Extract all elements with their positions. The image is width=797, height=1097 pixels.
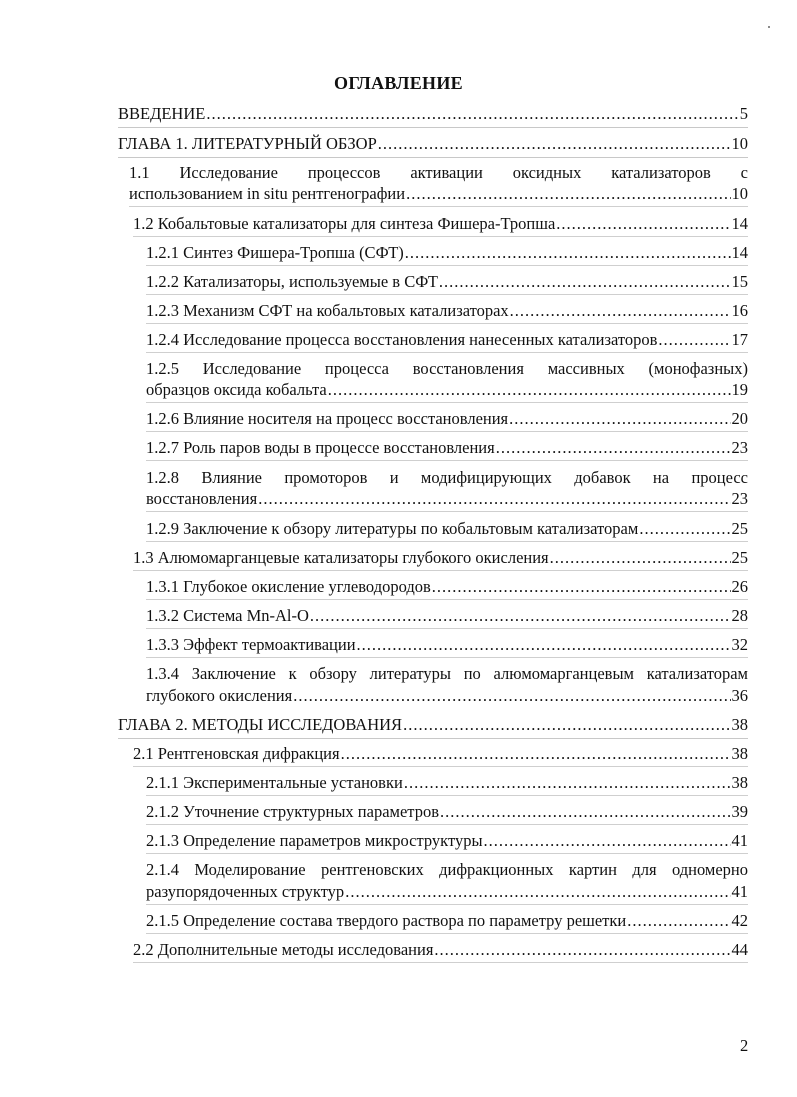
toc-entry-title: 2.1.3 Определение параметров микроструктуры	[146, 831, 483, 850]
dot-leader	[510, 301, 731, 320]
toc-entry-1-1[interactable]	[129, 184, 748, 203]
toc-entry-page: 26	[731, 577, 748, 596]
entry-divider	[146, 294, 748, 295]
toc-entry-1-2-9[interactable]	[146, 519, 748, 538]
toc-entry-1-3-2[interactable]	[146, 606, 748, 625]
entry-divider	[146, 265, 748, 266]
toc-entry-title: восстановления	[146, 489, 258, 508]
toc-entry-page: 28	[731, 606, 748, 625]
toc-entry-title: 2.2 Дополнительные методы исследования	[133, 940, 434, 959]
toc-entry-1-3-1[interactable]	[146, 577, 748, 596]
toc-entry-page: 5	[739, 104, 748, 123]
toc-entry-title: 1.2.6 Влияние носителя на процесс восстановления	[146, 409, 509, 428]
toc-entry-title: 2.1.2 Уточнение структурных параметров	[146, 802, 439, 821]
toc-entry-page: 44	[731, 940, 748, 959]
toc-entry-page: 23	[731, 489, 748, 508]
toc-heading: ОГЛАВЛЕНИЕ	[334, 73, 463, 93]
toc-entry-page: 32	[731, 635, 748, 654]
dot-leader	[658, 330, 730, 349]
toc-entry-1-2[interactable]	[133, 214, 748, 233]
toc-entry-page: 23	[731, 438, 748, 457]
entry-divider	[133, 570, 748, 571]
toc-entry-title: 1.2.3 Механизм СФТ на кобальтовых катализаторах	[146, 301, 509, 320]
toc-entry-page: 25	[731, 519, 748, 538]
entry-divider	[146, 904, 748, 905]
toc-entry-1-2-4[interactable]	[146, 330, 748, 349]
toc-entry-2-1-1[interactable]	[146, 773, 748, 792]
toc-entry-title: образцов оксида кобальта	[146, 380, 327, 399]
entry-divider	[146, 824, 748, 825]
dot-leader	[341, 744, 731, 763]
toc-entry-2-1-5[interactable]	[146, 911, 748, 930]
toc-entry-title: 2.1 Рентгеновская дифракция	[133, 744, 340, 763]
dot-leader	[405, 243, 731, 262]
entry-divider	[146, 352, 748, 353]
page-number: 2	[740, 1036, 749, 1055]
toc-entry-title: 1.2.9 Заключение к обзору литературы по кобальтовым катализаторам	[146, 519, 639, 538]
entry-divider	[146, 657, 748, 658]
toc-entry-title: 1.2 Кобальтовые катализаторы для синтеза Фишера-Тропша	[133, 214, 556, 233]
entry-divider	[146, 933, 748, 934]
toc-entry-title: использованием in situ рентгенографии	[129, 184, 406, 203]
toc-entry-2-1-3[interactable]	[146, 831, 748, 850]
entry-divider	[146, 795, 748, 796]
entry-divider	[133, 766, 748, 767]
toc-entry-page: 17	[731, 330, 748, 349]
toc-entry-title: 1.2.2 Катализаторы, используемые в СФТ	[146, 272, 438, 291]
toc-entry-title: ВВЕДЕНИЕ	[118, 104, 206, 123]
dot-leader	[293, 686, 730, 705]
dot-leader	[509, 409, 730, 428]
toc-entry-page: 10	[731, 184, 748, 203]
entry-divider	[146, 323, 748, 324]
dot-leader	[434, 940, 730, 959]
entry-divider	[146, 402, 748, 403]
toc-entry-title: 1.3.3 Эффект термоактивации	[146, 635, 356, 654]
dot-leader	[328, 380, 731, 399]
toc-entry-page: 38	[731, 773, 748, 792]
dot-leader	[496, 438, 731, 457]
dot-leader	[378, 134, 731, 153]
toc-entry-title: ГЛАВА 2. МЕТОДЫ ИССЛЕДОВАНИЯ	[118, 715, 403, 734]
dot-leader	[439, 272, 731, 291]
dot-leader	[406, 184, 730, 203]
toc-entry-page: 41	[731, 831, 748, 850]
toc-entry-1-1-line1: 1.1 Исследование процессов активации оксидных катализаторов с	[129, 163, 748, 182]
entry-divider	[146, 628, 748, 629]
toc-entry-2-1-4-line1: 2.1.4 Моделирование рентгеновских дифракционных картин для одномерно	[146, 860, 748, 879]
dot-leader	[484, 831, 731, 850]
toc-entry-title: ГЛАВА 1. ЛИТЕРАТУРНЫЙ ОБЗОР	[118, 134, 377, 153]
toc-entry-page: 15	[731, 272, 748, 291]
toc-entry-1-2-6[interactable]	[146, 409, 748, 428]
entry-divider	[146, 541, 748, 542]
toc-entry-page: 38	[731, 744, 748, 763]
toc-entry-page: 14	[731, 214, 748, 233]
entry-divider	[146, 511, 748, 512]
entry-divider	[146, 853, 748, 854]
toc-entry-title: глубокого окисления	[146, 686, 293, 705]
toc-entry-chapter-1[interactable]	[118, 134, 748, 158]
toc-entry-title: 2.1.5 Определение состава твердого раствора по параметру решетки	[146, 911, 627, 930]
entry-divider	[133, 236, 748, 237]
dot-leader	[432, 577, 731, 596]
toc-entry-1-2-3[interactable]	[146, 301, 748, 320]
dot-leader	[627, 911, 730, 930]
dot-leader	[440, 802, 731, 821]
toc-entry-1-3-4[interactable]	[146, 686, 748, 705]
dot-leader	[357, 635, 731, 654]
toc-entry-1-2-5[interactable]	[146, 380, 748, 399]
toc-entry-page: 19	[731, 380, 748, 399]
toc-entry-page: 10	[731, 134, 748, 153]
entry-divider	[133, 962, 748, 963]
toc-entry-page: 14	[731, 243, 748, 262]
dot-leader	[550, 548, 731, 567]
dot-leader	[639, 519, 730, 538]
dot-leader	[310, 606, 731, 625]
toc-entry-title: 1.2.7 Роль паров воды в процессе восстановления	[146, 438, 495, 457]
toc-entry-1-3-4-line1: 1.3.4 Заключение к обзору литературы по алюмомарганцевым катализаторам	[146, 664, 748, 683]
toc-entry-page: 36	[731, 686, 748, 705]
entry-divider	[146, 431, 748, 432]
dot-leader	[404, 773, 731, 792]
dot-leader	[206, 104, 738, 123]
dot-leader	[258, 489, 730, 508]
toc-entry-title: 1.2.1 Синтез Фишера-Тропша (СФТ)	[146, 243, 404, 262]
toc-entry-title: 2.1.1 Экспериментальные установки	[146, 773, 403, 792]
toc-entry-page: 20	[731, 409, 748, 428]
toc-entry-1-2-1[interactable]	[146, 243, 748, 262]
toc-entry-1-2-7[interactable]	[146, 438, 748, 457]
toc-entry-title: 1.2.4 Исследование процесса восстановления нанесенных катализаторов	[146, 330, 658, 349]
entry-divider	[129, 206, 748, 207]
entry-divider	[146, 460, 748, 461]
toc-entry-intro[interactable]	[118, 104, 748, 128]
toc-entry-1-2-8[interactable]	[146, 489, 748, 508]
toc-entry-page: 42	[731, 911, 748, 930]
toc-entry-title: разупорядоченных структур	[146, 882, 345, 901]
toc-entry-1-2-5-line1: 1.2.5 Исследование процесса восстановления массивных (монофазных)	[146, 359, 748, 378]
toc-entry-page: 25	[731, 548, 748, 567]
toc-entry-page: 16	[731, 301, 748, 320]
entry-divider	[146, 599, 748, 600]
toc-entry-1-2-2[interactable]	[146, 272, 748, 291]
toc-entry-1-2-8-line1: 1.2.8 Влияние промоторов и модифицирующих добавок на процесс	[146, 468, 748, 487]
dot-leader	[556, 214, 730, 233]
toc-entry-title: 1.3.1 Глубокое окисление углеводородов	[146, 577, 431, 596]
toc-entry-2-2[interactable]	[133, 940, 748, 959]
toc-entry-2-1-4[interactable]	[146, 882, 748, 901]
toc-entry-page: 39	[731, 802, 748, 821]
toc-entry-2-1-2[interactable]	[146, 802, 748, 821]
dot-leader	[345, 882, 730, 901]
toc-entry-title: 1.3 Алюмомарганцевые катализаторы глубокого окисления	[133, 548, 549, 567]
toc-entry-title: 1.3.2 Система Mn-Al-O	[146, 606, 309, 625]
dot-leader	[403, 715, 730, 734]
toc-entry-1-3[interactable]	[133, 548, 748, 567]
toc-entry-page: 41	[731, 882, 748, 901]
toc-entry-1-3-3[interactable]	[146, 635, 748, 654]
toc-entry-page: 38	[731, 715, 748, 734]
toc-entry-chapter-2[interactable]	[118, 715, 748, 739]
toc-entry-2-1[interactable]	[133, 744, 748, 763]
